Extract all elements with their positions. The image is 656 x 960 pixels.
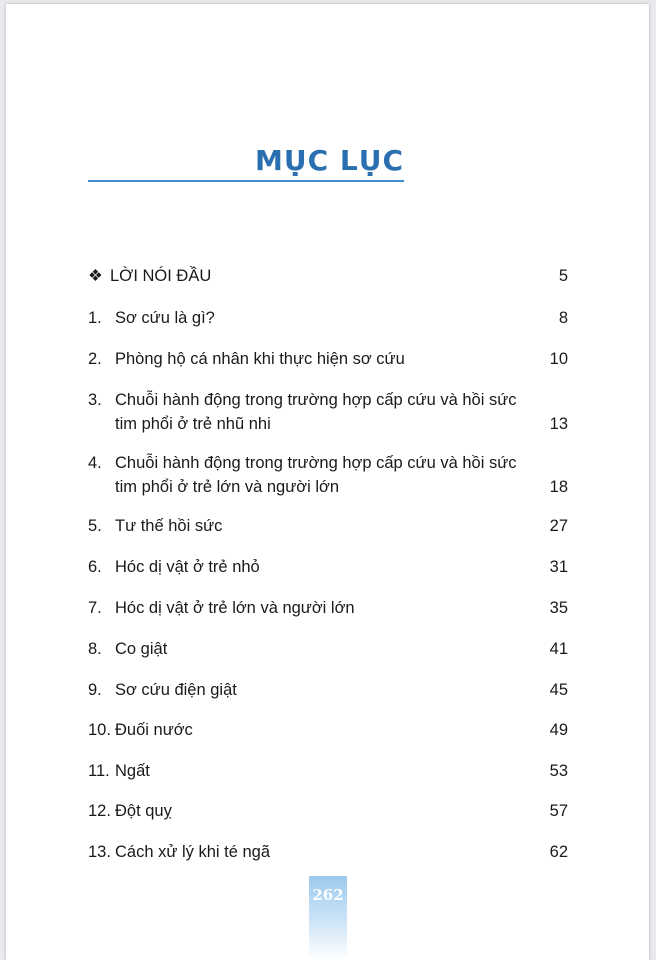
toc-entry-number: 1. <box>88 309 102 327</box>
toc-entry-11 <box>88 759 568 783</box>
toc-entry-page: 31 <box>549 558 568 576</box>
toc-entry-page: 53 <box>549 762 568 780</box>
toc-entry-number: 9. <box>88 681 102 699</box>
toc-entry-intro <box>88 264 568 288</box>
diamond-bullet-icon: ❖ <box>88 267 103 285</box>
toc-entry-label: Phòng hộ cá nhân khi thực hiện sơ cứu <box>115 350 405 368</box>
toc-entry-number: 10. <box>88 721 111 739</box>
toc-entry-7 <box>88 596 568 620</box>
toc-entry-label-continued: tim phổi ở trẻ lớn và người lớn <box>115 478 339 496</box>
toc-entry-label: Đột quỵ <box>115 802 172 820</box>
toc-entry-2 <box>88 347 568 371</box>
toc-entry-page: 35 <box>549 599 568 617</box>
toc-entry-number: 12. <box>88 802 111 820</box>
toc-entry-label-continued: tim phổi ở trẻ nhũ nhi <box>115 415 271 433</box>
toc-entry-number: 8. <box>88 640 102 658</box>
toc-entry-number: 13. <box>88 843 111 861</box>
toc-entry-9 <box>88 678 568 702</box>
title-underline <box>88 180 404 182</box>
toc-entry-label: Chuỗi hành động trong trường hợp cấp cứu và hồi sức <box>115 391 517 409</box>
toc-entry-page: 62 <box>549 843 568 861</box>
toc-entry-1 <box>88 306 568 330</box>
toc-entry-label: Cách xử lý khi té ngã <box>115 843 271 861</box>
toc-entry-number: 6. <box>88 558 102 576</box>
page-number: 262 <box>312 886 344 904</box>
page-number-tab <box>309 876 347 960</box>
title-block <box>88 144 404 184</box>
toc-entry-number: 2. <box>88 350 102 368</box>
toc-entry-13 <box>88 840 568 864</box>
toc-entry-label: Sơ cứu là gì? <box>115 309 215 327</box>
toc-entry-page: 8 <box>558 309 568 327</box>
toc-entry-5 <box>88 514 568 538</box>
toc-entry-page: 18 <box>549 478 568 496</box>
toc-entry-4 <box>88 451 568 499</box>
toc-entry-page: 27 <box>549 517 568 535</box>
document-page <box>6 4 649 960</box>
toc-entry-6 <box>88 555 568 579</box>
toc-entry-label: Ngất <box>115 762 150 780</box>
toc-entry-number: 3. <box>88 391 102 409</box>
toc-entry-label: Đuối nước <box>115 721 193 739</box>
toc-entry-label: Tư thế hồi sức <box>115 517 223 535</box>
toc-entry-page: 49 <box>549 721 568 739</box>
toc-entry-label: LỜI NÓI ĐẦU <box>110 267 212 285</box>
toc-entry-label: Hóc dị vật ở trẻ lớn và người lớn <box>115 599 355 617</box>
toc-entry-number: 11. <box>88 762 110 780</box>
toc-entry-number: 7. <box>88 599 102 617</box>
toc-entry-page: 41 <box>549 640 568 658</box>
page-title: MỤC LỤC <box>254 144 404 177</box>
toc-entry-number: 5. <box>88 517 102 535</box>
toc-entry-number: 4. <box>88 454 102 472</box>
toc-entry-page: 10 <box>549 350 568 368</box>
toc-entry-10 <box>88 718 568 742</box>
toc-entry-label: Sơ cứu điện giật <box>115 681 237 699</box>
toc-entry-label: Co giật <box>115 640 168 658</box>
toc-entry-3 <box>88 388 568 436</box>
toc-entry-12 <box>88 799 568 823</box>
toc-entry-page: 45 <box>549 681 568 699</box>
toc-entry-8 <box>88 637 568 661</box>
toc-entry-label: Chuỗi hành động trong trường hợp cấp cứu và hồi sức <box>115 454 517 472</box>
toc-entry-page: 13 <box>549 415 568 433</box>
toc-entry-page: 57 <box>549 802 568 820</box>
toc-entry-label: Hóc dị vật ở trẻ nhỏ <box>115 558 260 576</box>
toc-entry-page: 5 <box>558 267 568 285</box>
